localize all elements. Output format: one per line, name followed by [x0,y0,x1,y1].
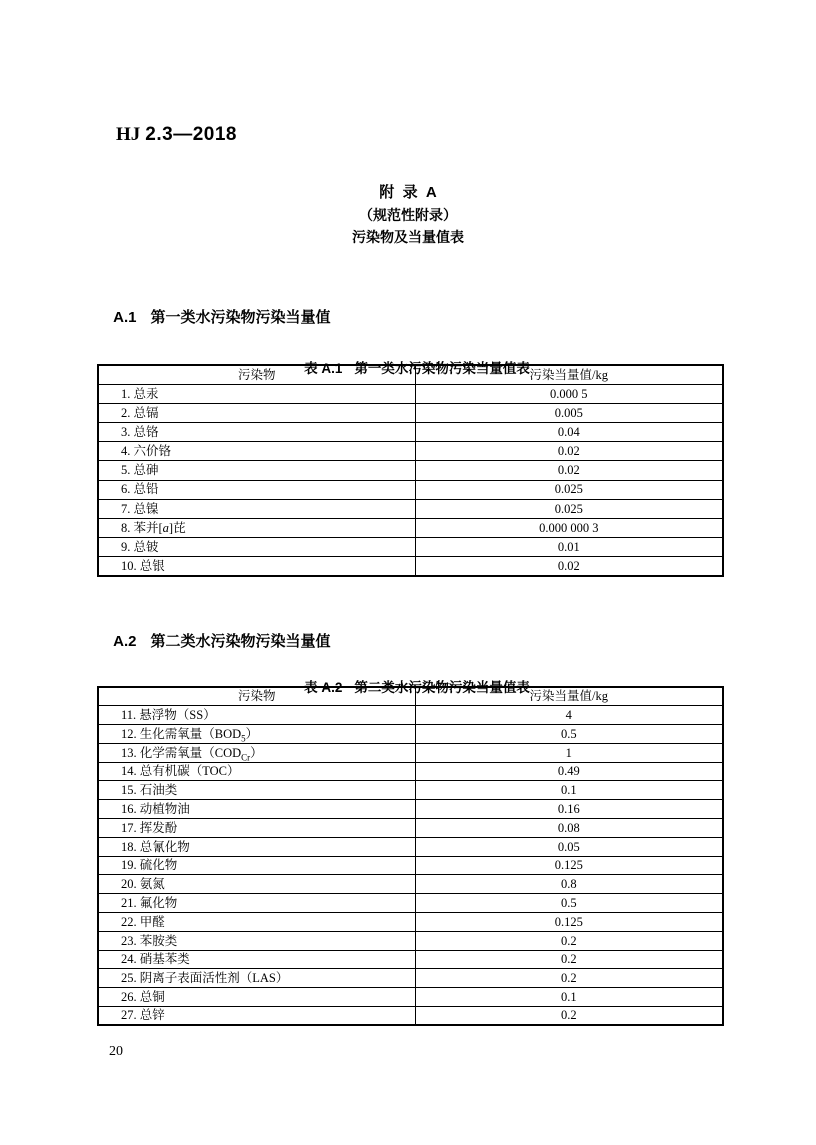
column-header-equivalent-value: 污染当量值/kg [415,687,723,706]
pollutant-name: 6. 总铅 [98,480,415,499]
pollutant-name: 17. 挥发酚 [98,819,415,838]
pollutant-value: 0.2 [415,931,723,950]
pollutant-value: 0.5 [415,894,723,913]
pollutant-value: 0.1 [415,988,723,1007]
pollutant-name: 25. 阴离子表面活性剂（LAS） [98,969,415,988]
pollutant-value: 0.2 [415,969,723,988]
pollutant-value: 0.125 [415,856,723,875]
pollutant-value: 0.000 5 [415,384,723,403]
pollutant-name: 4. 六价铬 [98,442,415,461]
section-a2-heading [97,613,330,668]
pollutant-value: 1 [415,743,723,762]
pollutant-value: 4 [415,706,723,725]
appendix-title: 附 录 A [379,184,437,201]
table-row [98,519,723,538]
pollutant-name: 26. 总铜 [98,988,415,1007]
doc-code [97,102,237,168]
table-row [98,538,723,557]
pollutant-name: 8. 苯并[a]芘 [98,519,415,538]
pollutant-name: 24. 硝基苯类 [98,950,415,969]
pollutant-name: 16. 动植物油 [98,800,415,819]
table-row [98,499,723,518]
table-row [98,837,723,856]
appendix-title-block [0,182,816,248]
pollutant-value: 0.8 [415,875,723,894]
table-row [98,856,723,875]
table-row [98,557,723,576]
pollutant-name: 5. 总砷 [98,461,415,480]
appendix-subject: 污染物及当量值表 [352,229,464,245]
page-number: 20 [109,1044,123,1059]
appendix-subtitle: （规范性附录） [359,207,457,223]
column-header-pollutant: 污染物 [98,687,415,706]
pollutant-name: 23. 苯胺类 [98,931,415,950]
pollutant-name: 18. 总氰化物 [98,837,415,856]
pollutant-value: 0.5 [415,725,723,744]
table-row [98,969,723,988]
pollutant-name: 12. 生化需氧量$(BOD_5)$ [98,725,415,744]
table-row [98,762,723,781]
table-a2 [97,686,724,1026]
pollutant-name: 19. 硫化物 [98,856,415,875]
pollutant-name: 2. 总镉 [98,403,415,422]
table-row [98,931,723,950]
pollutant-value: 0.005 [415,403,723,422]
column-header-equivalent-value: 污染当量值/kg [415,365,723,384]
pollutant-name: 7. 总镍 [98,499,415,518]
pollutant-name: 27. 总锌 [98,1007,415,1026]
pollutant-name: 9. 总铍 [98,538,415,557]
table-row [98,875,723,894]
table-row [98,913,723,932]
pollutant-name: 22. 甲醛 [98,913,415,932]
table-row [98,384,723,403]
pollutant-name: 15. 石油类 [98,781,415,800]
pollutant-name: 20. 氨氮 [98,875,415,894]
table-row [98,819,723,838]
pollutant-value: 0.04 [415,423,723,442]
doc-code-number: 2.3—2018 [145,124,237,145]
table-row [98,423,723,442]
section-a1-title: 第一类水污染物污染当量值 [150,309,331,326]
pollutant-value: 0.02 [415,442,723,461]
pollutant-name: 1. 总汞 [98,384,415,403]
doc-code-prefix: HJ [116,124,141,145]
pollutant-name: 10. 总银 [98,557,415,576]
table-row [98,743,723,762]
pollutant-value: 0.02 [415,557,723,576]
table-row [98,403,723,422]
pollutant-value: 0.125 [415,913,723,932]
pollutant-value: 0.49 [415,762,723,781]
table-row [98,461,723,480]
pollutant-name: 13. 化学需氧量$(COD_{Cr})$ [98,743,415,762]
pollutant-value: 0.05 [415,837,723,856]
table-row [98,1007,723,1026]
pollutant-value: 0.1 [415,781,723,800]
table-a1-header-row [98,365,723,384]
pollutant-value: 0.16 [415,800,723,819]
column-header-pollutant: 污染物 [98,365,415,384]
table-row [98,800,723,819]
pollutant-name: 14. 总有机碳（TOC） [98,762,415,781]
section-a2-number: A.2 [113,633,137,650]
pollutant-name: 11. 悬浮物（SS） [98,706,415,725]
section-a1-number: A.1 [113,309,137,326]
table-row [98,781,723,800]
table-a2-caption-text: 第二类水污染物污染当量值表 [354,680,530,695]
table-row [98,894,723,913]
pollutant-value: 0.025 [415,499,723,518]
table-row [98,706,723,725]
pollutant-value: 0.08 [415,819,723,838]
table-a2-caption-label: 表 A.2 [304,680,343,695]
table-a1 [97,364,724,577]
table-row [98,480,723,499]
table-a1-caption-label: 表 A.1 [304,361,343,376]
pollutant-value: 0.2 [415,1007,723,1026]
pollutant-name: 21. 氟化物 [98,894,415,913]
table-row [98,442,723,461]
pollutant-value: 0.000 000 3 [415,519,723,538]
table-row [98,950,723,969]
pollutant-name: 3. 总铬 [98,423,415,442]
pollutant-value: 0.2 [415,950,723,969]
table-a1-caption-text: 第一类水污染物污染当量值表 [354,361,530,376]
pollutant-value: 0.02 [415,461,723,480]
section-a2-title: 第二类水污染物污染当量值 [150,633,331,650]
table-row [98,988,723,1007]
pollutant-value: 0.01 [415,538,723,557]
section-a1-heading [97,289,330,344]
table-a2-header-row [98,687,723,706]
pollutant-value: 0.025 [415,480,723,499]
table-row [98,725,723,744]
